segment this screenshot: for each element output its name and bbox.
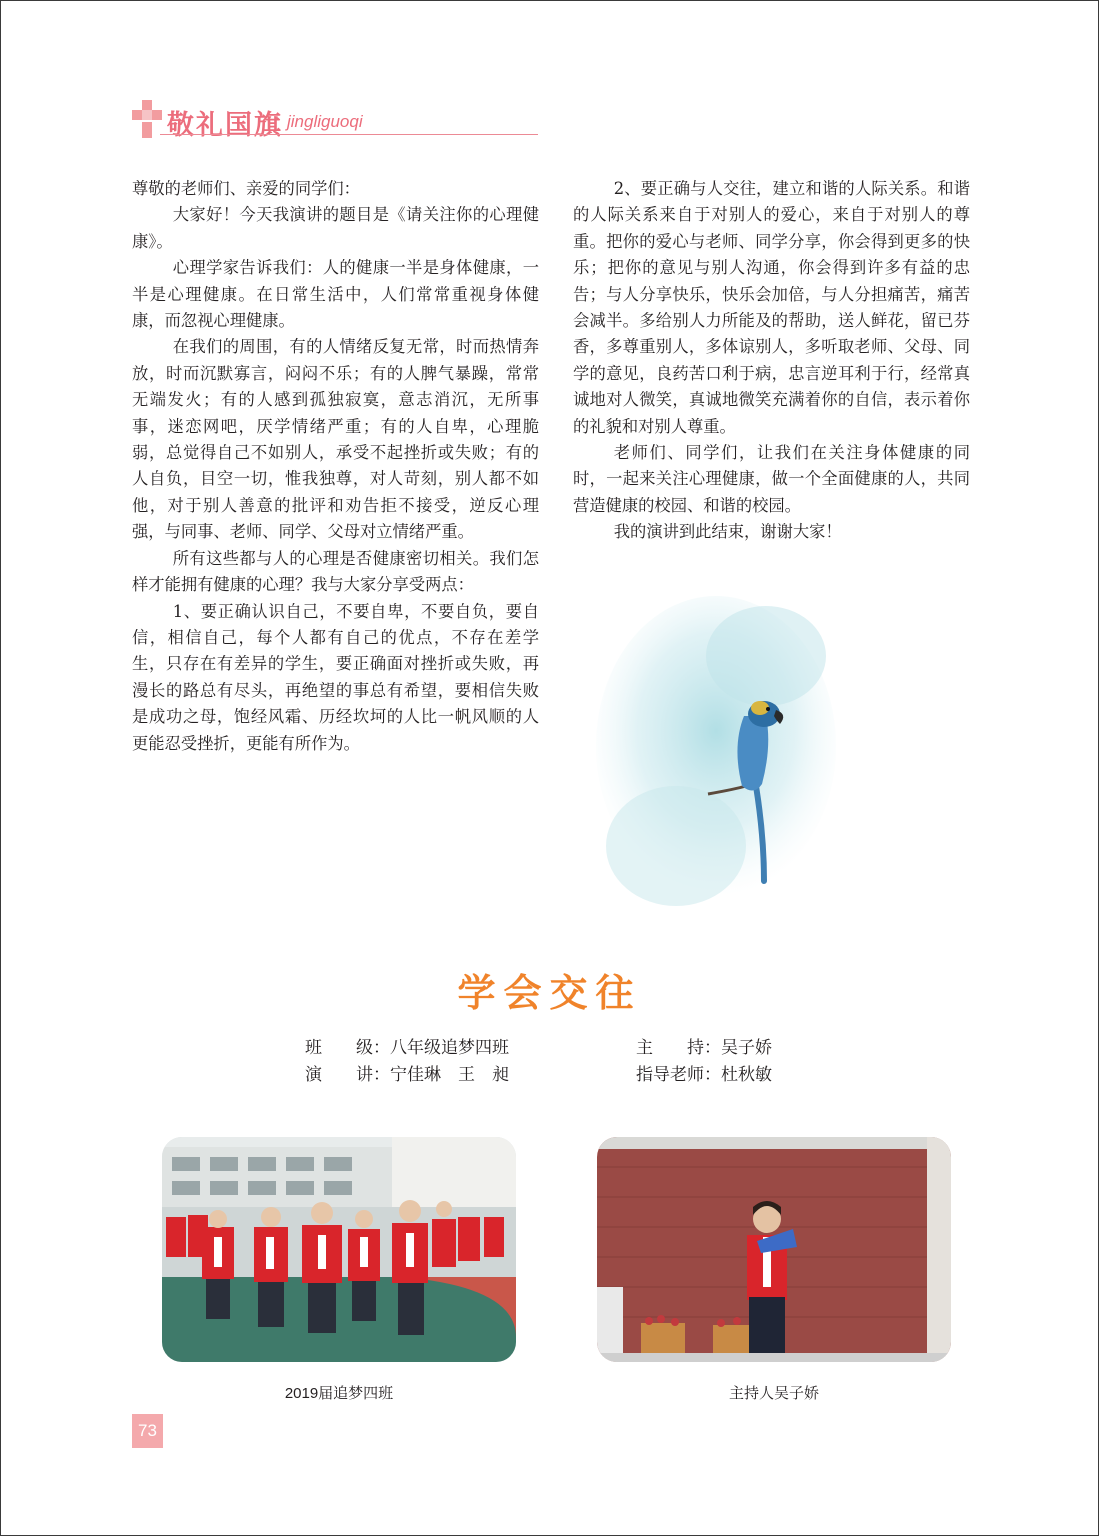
header-pinyin: jingliguoqi — [287, 112, 363, 131]
speech-closing: 我的演讲到此结束，谢谢大家！ — [613, 522, 842, 542]
class-label: 班 级： — [305, 1038, 390, 1058]
photo-caption: 主持人吴子娇 — [728, 1385, 819, 1402]
speech-paragraph: 心理学家告诉我们：人的健康一半是身体健康，一半是心理健康。在日常生活中，人们常常重视身体健康，而忽视心理健康。 — [132, 258, 539, 331]
speech-right-column — [573, 176, 970, 546]
speech-paragraph: 大家好！今天我演讲的题目是《请关注你的心理健康》。 — [132, 205, 539, 251]
header-title: 敬礼国旗 — [167, 110, 283, 141]
students-lineup-photo — [162, 1137, 516, 1362]
class-value: 八年级追梦四班 — [390, 1038, 509, 1058]
parrot-illustration — [596, 596, 846, 946]
section-title: 学会交往 — [457, 970, 642, 1015]
speaker-value: 宁佳琳 王 昶 — [390, 1065, 509, 1085]
speech-left-column — [132, 176, 539, 757]
speech-paragraph: 老师们、同学们，让我们在关注身体健康的同时，一起来关注心理健康，做一个全面健康的人，共同营造健康的校园、和谐的校园。 — [573, 443, 970, 515]
photo-caption: 2019届追梦四班 — [284, 1385, 394, 1402]
speech-paragraph: 2、要正确与人交往，建立和谐的人际关系。和谐的人际关系来自于对别人的爱心，来自于对别人的尊重。把你的爱心与老师、同学分享，你会得到更多的快乐；把你的意见与别人沟通，你会得到许多有益的忠告；与人分享快乐，快乐会加倍，与人分担痛苦，痛苦会减半。多给别人力所能及的帮助，送人鲜花，留已芬香，多尊重别人，多体谅别人，多听取老师、父母、同学的意见，良药苦口利于病，忠言逆耳利于行，经常真诚地对人微笑，真诚地微笑充满着你的自信，表示着你的礼貌和对别人尊重。 — [573, 179, 970, 436]
host-speaking-photo — [597, 1137, 951, 1362]
page-number: 73 — [132, 1414, 163, 1448]
teacher-value: 杜秋敏 — [721, 1065, 772, 1085]
host-info — [636, 1035, 772, 1089]
speech-paragraph: 1、要正确认识自己，不要自卑，不要自负，要自信，相信自己，每个人都有自己的优点，不存在差学生，只存在有差异的学生，要正确面对挫折或失败，再漫长的路总有尽头，再绝望的事总有希望，要相信失败是成功之母，饱经风霜、历经坎坷的人比一帆风顺的人更能忍受挫折，更能有所作为。 — [132, 601, 539, 753]
speaker-label: 演 讲： — [305, 1065, 390, 1085]
header-rule — [160, 134, 538, 135]
class-info — [305, 1035, 509, 1089]
speech-paragraph: 在我们的周围，有的人情绪反复无常，时而热情奔放，时而沉默寡言，闷闷不乐；有的人脾气暴躁，常常无端发火；有的人感到孤独寂寞，意志消沉，无所事事，迷恋网吧，厌学情绪严重；有的人自卑，心理脆弱，总觉得自己不如别人，承受不起挫折或失败；有的人自负，目空一切，惟我独尊，对人苛刻，别人都不如他，对于别人善意的批评和劝告拒不接受，逆反心理强，与同事、老师、同学、父母对立情绪严重。 — [132, 337, 539, 542]
speech-paragraph: 所有这些都与人的心理是否健康密切相关。我们怎样才能拥有健康的心理？我与大家分享受两点： — [132, 548, 539, 595]
teacher-label: 指导老师： — [636, 1065, 721, 1085]
speech-salutation: 尊敬的老师们、亲爱的同学们： — [132, 179, 360, 198]
header-logo-icon — [132, 100, 162, 138]
host-value: 吴子娇 — [721, 1038, 772, 1058]
host-label: 主 持： — [636, 1038, 721, 1058]
